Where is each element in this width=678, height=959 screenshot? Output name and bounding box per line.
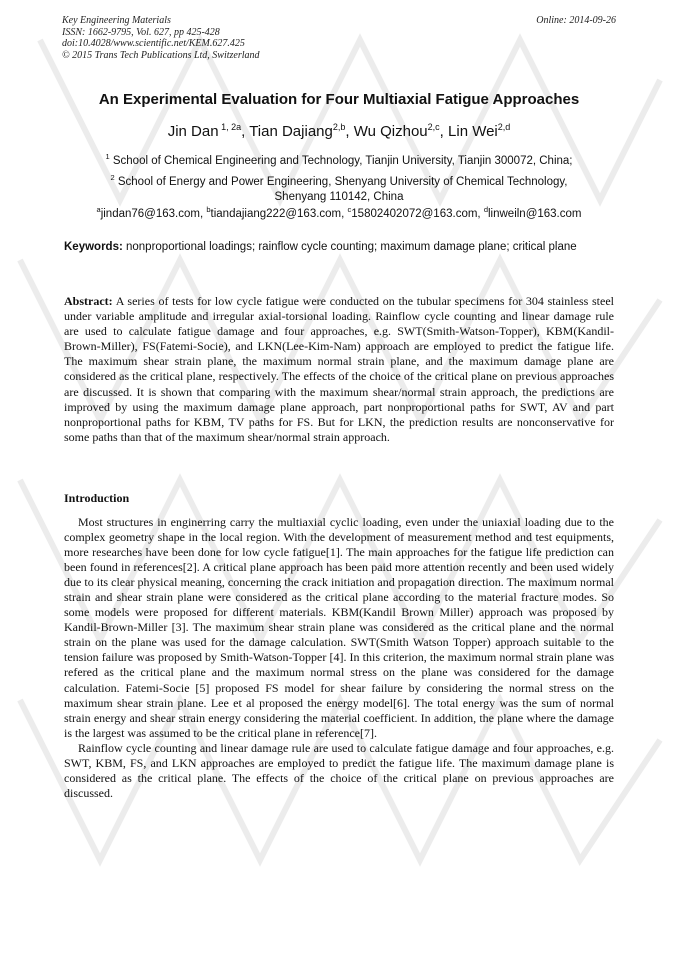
author-affil-sup: 2,d bbox=[497, 122, 511, 132]
affiliation-2 bbox=[60, 170, 618, 205]
author-name: Jin Dan bbox=[167, 123, 219, 140]
author-name: Tian Dajiang bbox=[249, 123, 333, 140]
affiliation-text: Shenyang 110142, China bbox=[274, 190, 404, 203]
journal-header bbox=[62, 15, 260, 61]
abstract-text: A series of tests for low cycle fatigue were conducted on the tubular specimens for 304 stainless steel under variable amplitude and irregular axial-torsional loading. Rainflow cycle counting and linear damage rule are used to calculate fatigue damage and four approaches, e.g. SWT(Smith-Watson-Topper), KBM(Kandil-Brown-Miller), FS(Fatemi-Socie), and LKN(Lee-Kim-Nam) approach are employed to predict the fatigue life. The maximum shear strain plane, the maximum normal strain plane, and the maximum damage plane are considered as the critical plane, respectively. The effects of the choice of the critical plane on previous approaches are discussed. It is shown that comparing with the maximum shear/normal strain approach, the predictions are improved by using the maximum damage plane approach, part nonproportional paths for SWT, AV and part nonproportional paths for KBM, TV paths for FS. But for LKN, the prediction results are nonconservative for some paths than that of the maximum shear/normal strain approach. bbox=[64, 294, 614, 444]
author-list: Jin Dan $^{1, 2a}$, Tian Dajiang$^{2,b}$, Wu Qizhou$^{2,c}$, Lin Wei$^{2,d}$ bbox=[167, 122, 511, 140]
email-address[interactable]: 15802402072@163.com bbox=[351, 207, 478, 220]
email-sup: d bbox=[483, 205, 488, 214]
keywords-block bbox=[64, 240, 614, 256]
email-sup: b bbox=[206, 205, 211, 214]
email-list: $^a$jindan76@163.com, $^b$tiandajiang222@163.com, $^c$15802402072@163.com, $^d$linweiln@163.com bbox=[96, 205, 582, 220]
online-date: Online: 2014-09-26 bbox=[536, 15, 616, 26]
email-sup: c bbox=[347, 205, 352, 214]
email-address[interactable]: jindan76@163.com bbox=[100, 207, 200, 220]
author-affil-sup: 2,b bbox=[332, 122, 346, 132]
abstract-label: Abstract: bbox=[64, 294, 113, 308]
author-name: Wu Qizhou bbox=[353, 123, 428, 140]
paper-title: An Experimental Evaluation for Four Multiaxial Fatigue Approaches bbox=[98, 91, 580, 108]
issn-line: ISSN: 1662-9795, Vol. 627, pp 425-428 bbox=[62, 26, 220, 38]
author-affil-sup: 2,c bbox=[427, 122, 440, 132]
abstract-block bbox=[64, 294, 614, 445]
paragraph: Most structures in enginerring carry the multiaxial cyclic loading, even under the uniaxial loading due to the complex geometry shape in the local region. With the development of measurement method and test equipments, more researches have been done for low cycle fatigue[1]. The main approaches for the fatigue life prediction can been found in references[2]. A critical plane approach has been paid more attention recently and been used widely due to its clear physical meaning, concerning the crack initiation and propagation direction. The maximum normal strain and shear strain plane were considered as the critical plane according to the material fracture modes. So some models were proposed for different materials. KBM(Kandil Brown Miller) approach was proposed by Kandil-Brown-Miller [3]. The maximum shear strain plane was considered as the critical plane and the normal strain on the plane was used for the damage calculation. SWT(Smith Watson Topper) approach suitable to the tension failure was proposed by Smith-Watson-Topper [4]. In this criterion, the maximum normal strain plane was refered as the critical plane and the maximum normal stress on the plane was considered for the damage calculation. Fatemi-Socie [5] proposed FS model for shear failure by considering the normal stress on the maximum shear strain plane. Lee et al proposed the energy model[6]. The total energy was the sum of normal strain energy and shear strain energy considering the material coefficient. In addition, the plane where the damage is the largest was assumed to be the critical plane in reference[7]. bbox=[64, 515, 614, 740]
affiliation-text: School of Energy and Power Engineering, Shenyang University of Chemical Technology, bbox=[114, 175, 568, 188]
author-affil-sup: 1, 2a bbox=[218, 122, 242, 132]
journal-name: Key Engineering Materials bbox=[62, 15, 171, 26]
email-address[interactable]: tiandajiang222@163.com bbox=[210, 207, 342, 220]
section-heading-introduction: Introduction bbox=[64, 491, 130, 505]
doi-line: doi:10.4028/www.scientific.net/KEM.627.425 bbox=[62, 38, 245, 50]
author-name: Lin Wei bbox=[448, 123, 498, 140]
email-sup: a bbox=[96, 205, 101, 214]
affiliation-text: School of Chemical Engineering and Technology, Tianjin University, Tianjin 300072, China; bbox=[109, 154, 573, 167]
keywords-label: Keywords: bbox=[64, 241, 123, 253]
affiliation-sup: 1 bbox=[105, 152, 110, 161]
email-address[interactable]: linweiln@163.com bbox=[487, 207, 582, 220]
paragraph: Rainflow cycle counting and linear damage rule are used to calculate fatigue damage and four approaches, e.g. SWT, KBM, FS, and LKN approaches are employed to predict the fatigue life. The maximum damage plane is considered as the critical plane. The effects of the choice of the critical plane on previous approaches are discussed. bbox=[64, 740, 614, 800]
affiliation-sup: 2 bbox=[110, 173, 115, 182]
keywords-text: nonproportional loadings; rainflow cycle counting; maximum damage plane; critical plane bbox=[122, 241, 577, 253]
introduction-body bbox=[64, 515, 614, 801]
copyright-line: © 2015 Trans Tech Publications Ltd, Switzerland bbox=[62, 49, 260, 61]
affiliation-1 bbox=[60, 149, 618, 169]
